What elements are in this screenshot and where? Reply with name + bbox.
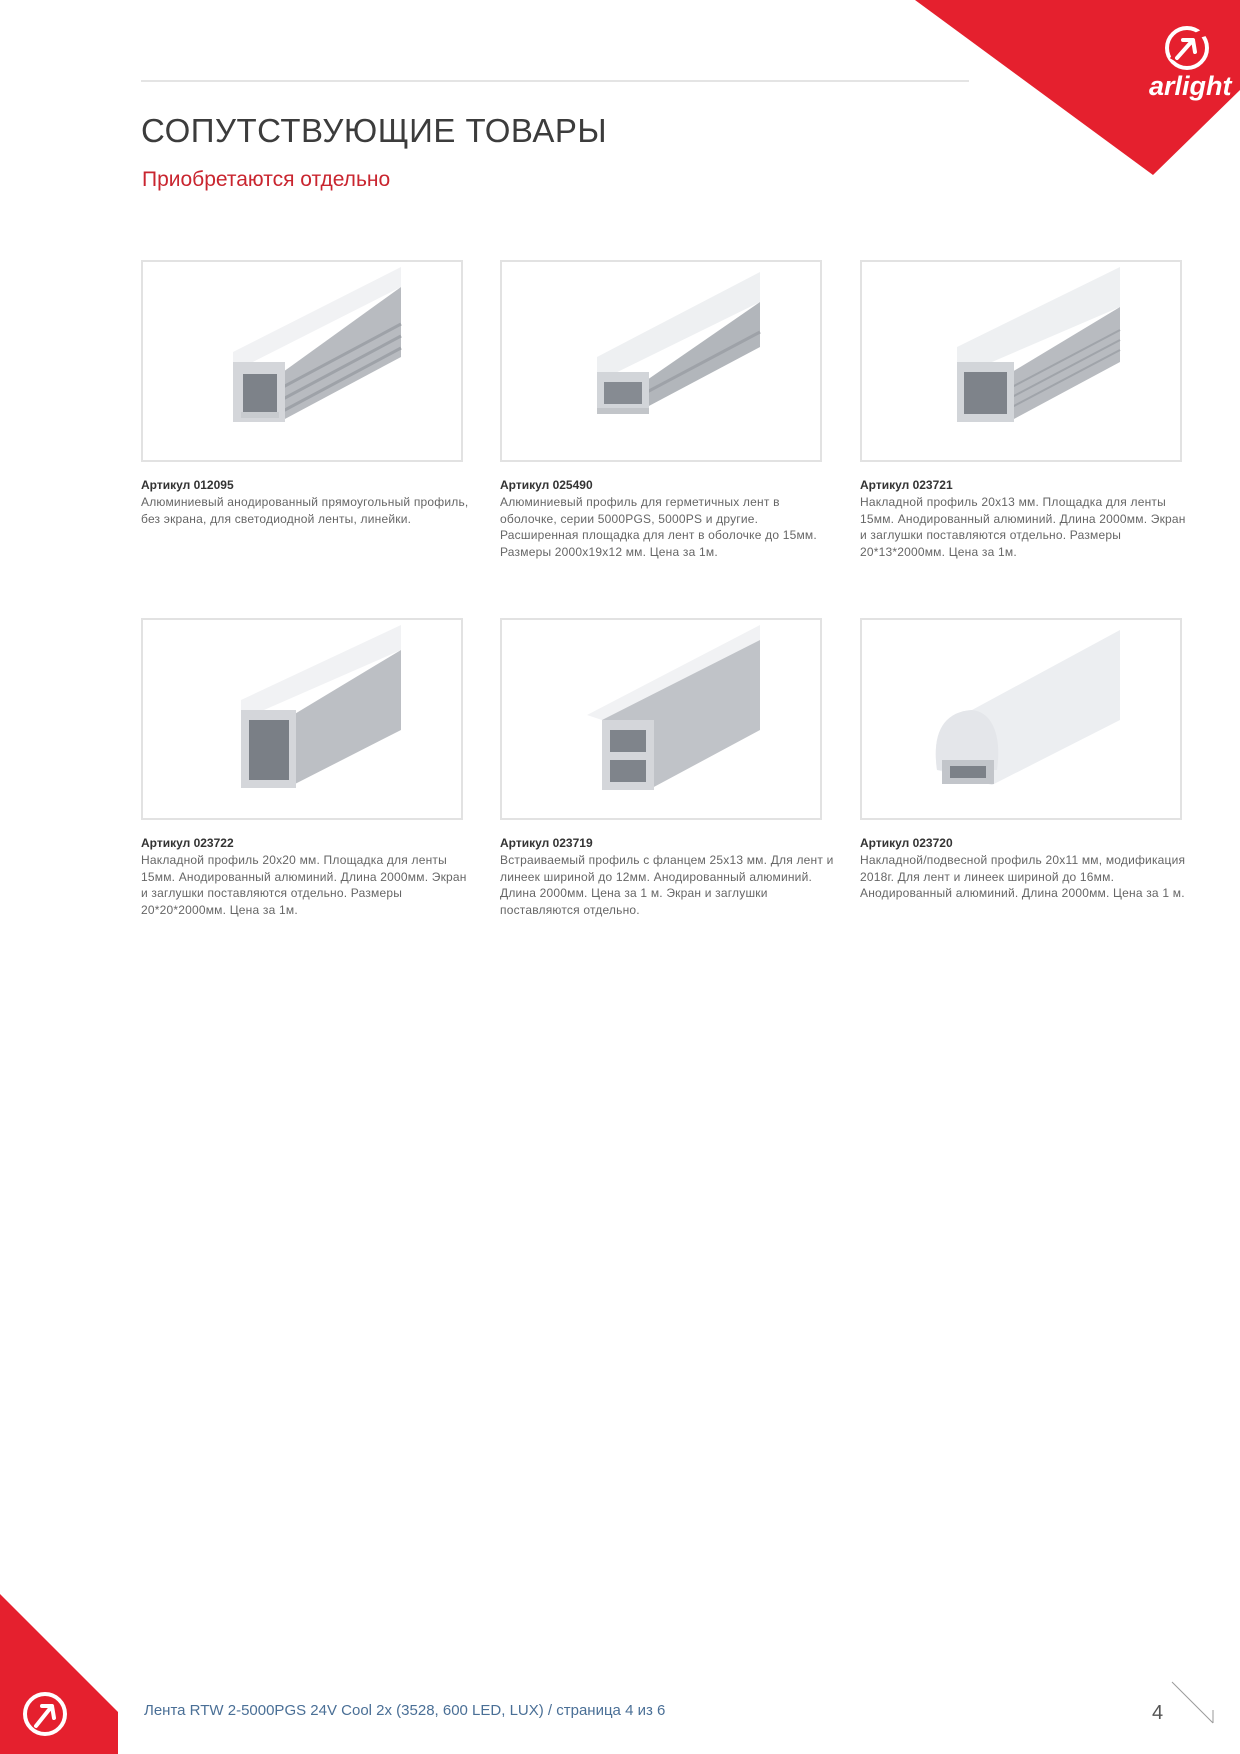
- product-description: Накладной/подвесной профиль 20х11 мм, модификация 2018г. Для лент и линеек шириной до 16мм. Анодированный алюминий. Длина 2000мм. Цена за 1 м.: [860, 853, 1186, 900]
- aluminum-profile-image: [862, 262, 1180, 460]
- product-sku: Артикул 023721: [860, 478, 953, 492]
- page-number: 4: [1152, 1702, 1164, 1724]
- product-sku: Артикул 023719: [500, 836, 593, 850]
- product-card: [500, 618, 835, 918]
- aluminum-profile-image: [502, 620, 820, 818]
- aluminum-profile-image: [143, 620, 461, 818]
- product-card: [860, 618, 1195, 902]
- aluminum-profile-image: [143, 262, 461, 460]
- product-description: Алюминиевый профиль для герметичных лент в оболочке, серии 5000PGS, 5000PS и другие. Расширенная площадка для лент в оболочке до 15мм. Размеры 2000х19х12 мм. Цена за 1м.: [500, 495, 817, 559]
- brand-corner-bottom-left: [0, 1594, 118, 1754]
- product-description: Накладной профиль 20х13 мм. Площадка для ленты 15мм. Анодированный алюминий. Длина 2000мм. Экран и заглушки поставляются отдельно. Размеры 20*13*2000мм. Цена за 1м.: [860, 495, 1186, 559]
- brand-corner-top-right: [915, 0, 1240, 175]
- product-card: [500, 260, 835, 560]
- product-image: [500, 260, 822, 462]
- product-card: [141, 260, 476, 527]
- product-sku: Артикул 023722: [141, 836, 234, 850]
- aluminum-profile-image: [502, 262, 820, 460]
- top-divider: [141, 80, 969, 82]
- product-description: Встраиваемый профиль с фланцем 25х13 мм. Для лент и линеек шириной до 12мм. Анодированный алюминий. Длина 2000мм. Цена за 1 м. Экран и заглушки поставляются отдельно.: [500, 853, 834, 917]
- aluminum-profile-image: [862, 620, 1180, 818]
- footer-document-info: Лента RTW 2-5000PGS 24V Cool 2x (3528, 600 LED, LUX) / страница 4 из 6: [144, 1702, 666, 1719]
- product-sku: Артикул 025490: [500, 478, 593, 492]
- product-image: [141, 260, 463, 462]
- logo-text: arlight: [1149, 71, 1232, 101]
- product-image: [141, 618, 463, 820]
- product-sku: Артикул 023720: [860, 836, 953, 850]
- product-card: [860, 260, 1195, 560]
- product-card: [141, 618, 476, 918]
- product-description: Накладной профиль 20х20 мм. Площадка для ленты 15мм. Анодированный алюминий. Длина 2000мм. Экран и заглушки поставляются отдельно. Размеры 20*20*2000мм. Цена за 1м.: [141, 853, 467, 917]
- page-title: СОПУТСТВУЮЩИЕ ТОВАРЫ: [141, 112, 608, 149]
- product-image: [860, 260, 1182, 462]
- product-image: [500, 618, 822, 820]
- page-corner-icon: [1170, 1680, 1215, 1725]
- product-sku: Артикул 012095: [141, 478, 234, 492]
- product-image: [860, 618, 1182, 820]
- product-description: Алюминиевый анодированный прямоугольный профиль, без экрана, для светодиодной ленты, линейки.: [141, 495, 469, 526]
- page-subtitle: Приобретаются отдельно: [142, 168, 391, 191]
